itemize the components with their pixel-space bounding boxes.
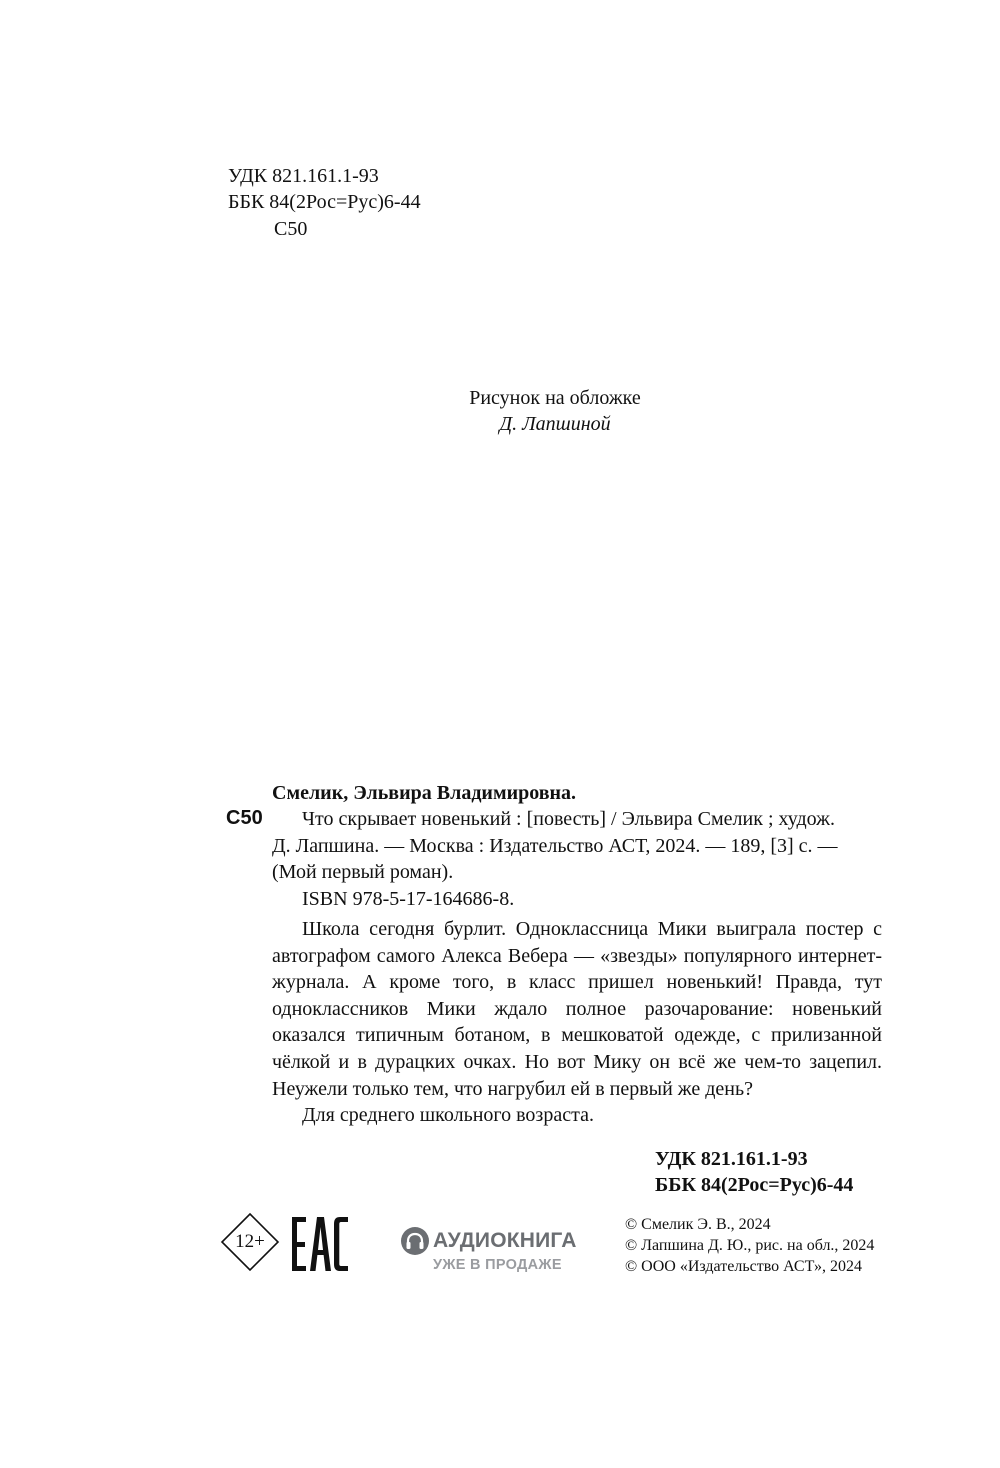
cover-credit-artist: Д. Лапшиной: [499, 413, 611, 435]
age-rating-badge: [220, 1212, 280, 1272]
audience: Для среднего школьного возраста.: [302, 1104, 594, 1127]
copyright-line: © Смелик Э. В., 2024: [625, 1216, 771, 1233]
age-rating-text: 12+: [235, 1231, 265, 1252]
top-udk: УДК 821.161.1-93: [228, 165, 379, 187]
headphones-icon: [400, 1226, 430, 1256]
top-author-mark: С50: [274, 218, 308, 240]
catalog-bbk: ББК 84(2Рос=Рус)6-44: [655, 1174, 854, 1196]
description-line: Д. Лапшина. — Москва : Издательство АСТ, 2024. — 189, [3] с. —: [272, 834, 838, 857]
audiobook-title: АУДИОКНИГА: [433, 1229, 577, 1252]
audiobook-promo: [400, 1226, 590, 1278]
eac-logo-icon: [291, 1215, 349, 1273]
catalog-udk: УДК 821.161.1-93: [655, 1148, 808, 1170]
cover-credit-label: Рисунок на обложке: [469, 387, 641, 409]
annotation-block: [272, 916, 882, 1129]
catalog-author: Смелик, Эльвира Владимировна.: [272, 782, 577, 804]
copyright-line: © ООО «Издательство АСТ», 2024: [625, 1258, 862, 1275]
copyright-block: [625, 1214, 874, 1277]
eac-mark: [291, 1215, 349, 1273]
catalog-description: [272, 806, 882, 886]
isbn: ISBN 978-5-17-164686-8.: [302, 888, 515, 910]
catalog-author-mark: С50: [226, 807, 263, 829]
audiobook-subtitle: УЖЕ В ПРОДАЖЕ: [433, 1257, 562, 1273]
top-bbk: ББК 84(2Рос=Рус)6-44: [228, 191, 421, 213]
description-line: (Мой первый роман).: [272, 861, 454, 884]
annotation: Школа сегодня бурлит. Одноклассница Мики выиграла постер с автографом самого Алекса Вебера — «звезды» популярного интернет-журнала. А кроме того, в класс пришел новенький! Правда, тут одноклассников Мики ждало полное разочарование: новенький оказался типичным ботаном, в мешковатой одежде, с прилизанной чёлкой и в дурацких очках. Но вот Мику он всё же чем-то зацепил. Неужели только тем, что нагрубил ей в первый же день?: [272, 918, 882, 1100]
description-line: Что скрывает новенький : [повесть] / Эльвира Смелик ; худож.: [302, 808, 835, 830]
copyright-line: © Лапшина Д. Ю., рис. на обл., 2024: [625, 1237, 875, 1254]
